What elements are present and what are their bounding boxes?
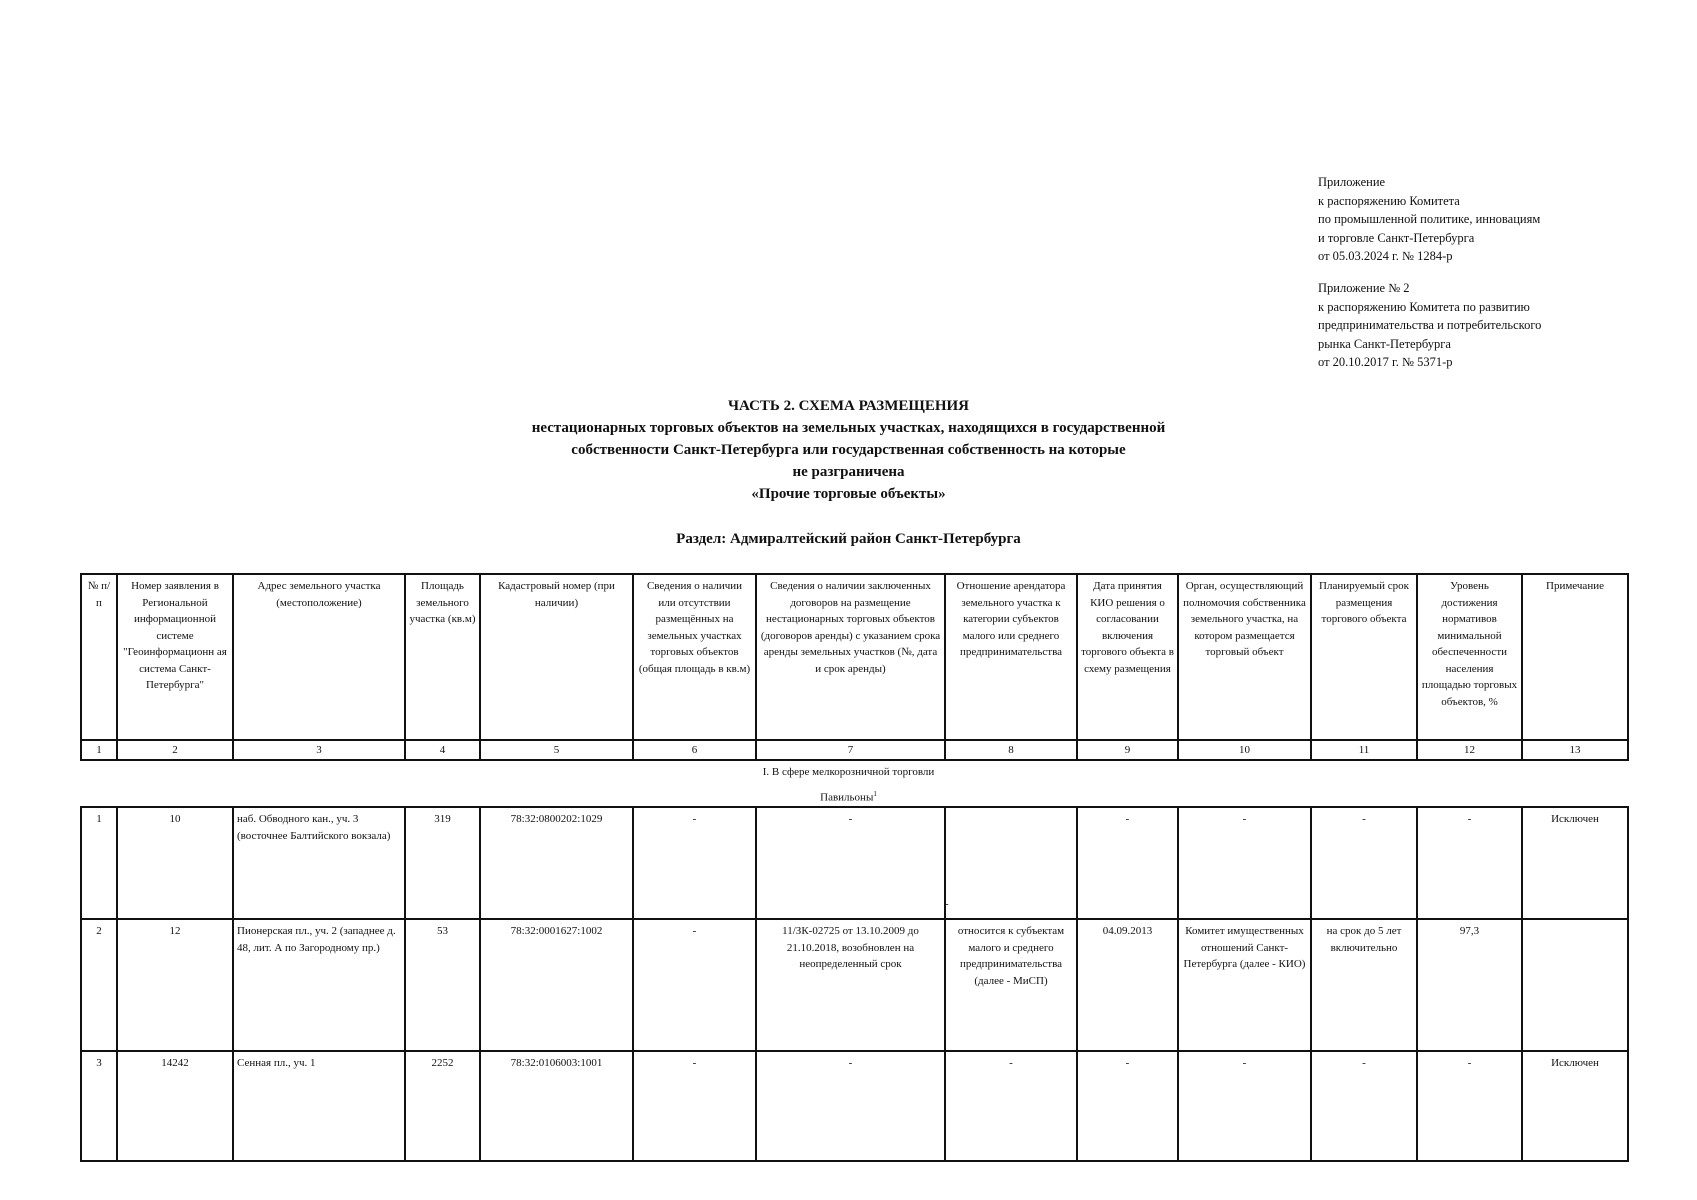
table-cell: - bbox=[1311, 807, 1417, 919]
heading-line: «Прочие торговые объекты» bbox=[751, 486, 946, 502]
table-cell: Исключен bbox=[1522, 807, 1628, 919]
table-row bbox=[81, 807, 1628, 919]
heading-line: не разграничена bbox=[792, 464, 905, 480]
appendix-line: к распоряжению Комитета по развитию bbox=[1318, 299, 1530, 314]
column-number: 2 bbox=[117, 740, 233, 760]
table-cell: - bbox=[1178, 807, 1311, 919]
header-row bbox=[81, 574, 1628, 740]
column-number: 7 bbox=[756, 740, 945, 760]
table-cell: 2 bbox=[81, 919, 117, 1051]
heading-line: нестационарных торговых объектов на земельных участках, находящихся в государственной bbox=[531, 420, 1166, 436]
header-table bbox=[80, 573, 1629, 761]
column-header: Дата принятия КИО решения о согласовании включения торгового объекта в схему размещения bbox=[1077, 574, 1178, 740]
column-number: 1 bbox=[81, 740, 117, 760]
column-number: 13 bbox=[1522, 740, 1628, 760]
column-number: 4 bbox=[405, 740, 480, 760]
table-cell: 3 bbox=[81, 1051, 117, 1161]
table-cell: Исключен bbox=[1522, 1051, 1628, 1161]
table-cell: наб. Обводного кан., уч. 3 (восточнее Балтийского вокзала) bbox=[233, 807, 405, 919]
column-number: 3 bbox=[233, 740, 405, 760]
table-cell bbox=[945, 807, 1077, 919]
column-header: Сведения о наличии заключенных договоров на размещение нестационарных торговых объектов (договоров аренды) с указанием срока аренды земельных участков (№, дата и срок аренды) bbox=[756, 574, 945, 740]
appendix-current bbox=[1318, 173, 1540, 266]
appendix-original bbox=[1318, 279, 1541, 372]
appendix-line: от 20.10.2017 г. № 5371-р bbox=[1318, 355, 1453, 369]
column-number: 8 bbox=[945, 740, 1077, 760]
appendix-line: Приложение bbox=[1318, 175, 1386, 189]
column-header: Уровень достижения нормативов минимальной обеспеченности населения площадью торговых объектов, % bbox=[1417, 574, 1522, 740]
column-header: Площадь земельного участка (кв.м) bbox=[405, 574, 480, 740]
group-label: I. В сфере мелкорозничной торговли bbox=[762, 766, 935, 778]
table-cell: 78:32:0001627:1002 bbox=[480, 919, 633, 1051]
table-cell: - bbox=[1417, 1051, 1522, 1161]
column-number: 10 bbox=[1178, 740, 1311, 760]
appendix-line: рынка Санкт-Петербурга bbox=[1318, 336, 1451, 351]
appendix-line: по промышленной политике, инновациям bbox=[1318, 212, 1541, 226]
footnote-mark: 1 bbox=[873, 790, 877, 798]
column-number: 6 bbox=[633, 740, 756, 760]
table-cell: 12 bbox=[117, 919, 233, 1051]
table-row bbox=[81, 1051, 1628, 1161]
table-cell: 78:32:0800202:1029 bbox=[480, 807, 633, 919]
table-cell: Комитет имущественных отношений Санкт-Петербурга (далее - КИО) bbox=[1178, 919, 1311, 1051]
subgroup-label bbox=[0, 786, 1697, 806]
column-number: 9 bbox=[1077, 740, 1178, 760]
table-row bbox=[81, 919, 1628, 1051]
appendix-line: предпринимательства и потребительского bbox=[1318, 318, 1542, 332]
column-header: Отношение арендатора земельного участка к категории субъектов малого или среднего предпринимательства bbox=[945, 574, 1077, 740]
table-cell: - bbox=[756, 1051, 945, 1161]
table-cell: 14242 bbox=[117, 1051, 233, 1161]
table-cell: - bbox=[633, 807, 756, 919]
column-header: Адрес земельного участка (местоположение) bbox=[233, 574, 405, 740]
table-cell: 2252 bbox=[405, 1051, 480, 1161]
table-cell: 10 bbox=[117, 807, 233, 919]
column-number: 12 bbox=[1417, 740, 1522, 760]
subgroup-text: Павильоны bbox=[820, 791, 874, 804]
table-cell: 1 bbox=[81, 807, 117, 919]
table-cell: - bbox=[1178, 1051, 1311, 1161]
table-cell: - bbox=[1077, 807, 1178, 919]
section-title: Раздел: Адмиралтейский район Санкт-Петербурга bbox=[676, 531, 1021, 547]
table-cell: - bbox=[756, 807, 945, 919]
heading-line: собственности Санкт-Петербурга или государственная собственность на которые bbox=[571, 442, 1126, 458]
table-cell: 04.09.2013 bbox=[1077, 919, 1178, 1051]
appendix-line: от 05.03.2024 г. № 1284-р bbox=[1318, 249, 1453, 263]
table-cell: 97,3 bbox=[1417, 919, 1522, 1051]
column-header: Сведения о наличии или отсутствии размещённых на земельных участках торговых объектов (общая площадь в кв.м) bbox=[633, 574, 756, 740]
table-cell: Сенная пл., уч. 1 bbox=[233, 1051, 405, 1161]
table-cell: - bbox=[945, 1051, 1077, 1161]
table-cell: - bbox=[633, 1051, 756, 1161]
table-cell: 53 bbox=[405, 919, 480, 1051]
column-number: 11 bbox=[1311, 740, 1417, 760]
column-header: Орган, осуществляющий полномочия собственника земельного участка, на котором размещается торговый объект bbox=[1178, 574, 1311, 740]
table-cell: 78:32:0106003:1001 bbox=[480, 1051, 633, 1161]
table-cell: - bbox=[1077, 1051, 1178, 1161]
column-header: № п/п bbox=[81, 574, 117, 740]
table-cell: относится к субъектам малого и среднего предпринимательства (далее - МиСП) bbox=[945, 919, 1077, 1051]
column-header: Примечание bbox=[1522, 574, 1628, 740]
appendix-line: и торговле Санкт-Петербурга bbox=[1318, 230, 1475, 245]
table-cell: - bbox=[1417, 807, 1522, 919]
column-header: Планируемый срок размещения торгового объекта bbox=[1311, 574, 1417, 740]
column-header: Кадастровый номер (при наличии) bbox=[480, 574, 633, 740]
table-cell: 319 bbox=[405, 807, 480, 919]
row1-col8-dash: - bbox=[945, 898, 949, 910]
table-cell bbox=[1522, 919, 1628, 1051]
column-number-row bbox=[81, 740, 1628, 760]
heading-line: ЧАСТЬ 2. СХЕМА РАЗМЕЩЕНИЯ bbox=[727, 398, 970, 414]
table-cell: на срок до 5 лет включительно bbox=[1311, 919, 1417, 1051]
appendix-line: Приложение № 2 bbox=[1318, 281, 1410, 295]
table-cell: Пионерская пл., уч. 2 (западнее д. 48, лит. А по Загородному пр.) bbox=[233, 919, 405, 1051]
table-cell: - bbox=[633, 919, 756, 1051]
table-cell: - bbox=[1311, 1051, 1417, 1161]
appendix-line: к распоряжению Комитета bbox=[1318, 193, 1460, 208]
column-number: 5 bbox=[480, 740, 633, 760]
column-header: Номер заявления в Региональной информационной системе "Геоинформационн ая система Санкт-Петербурга" bbox=[117, 574, 233, 740]
table-cell: 11/ЗК-02725 от 13.10.2009 до 21.10.2018, возобновлен на неопределенный срок bbox=[756, 919, 945, 1051]
data-table bbox=[80, 806, 1629, 1162]
document-heading bbox=[0, 395, 1697, 505]
